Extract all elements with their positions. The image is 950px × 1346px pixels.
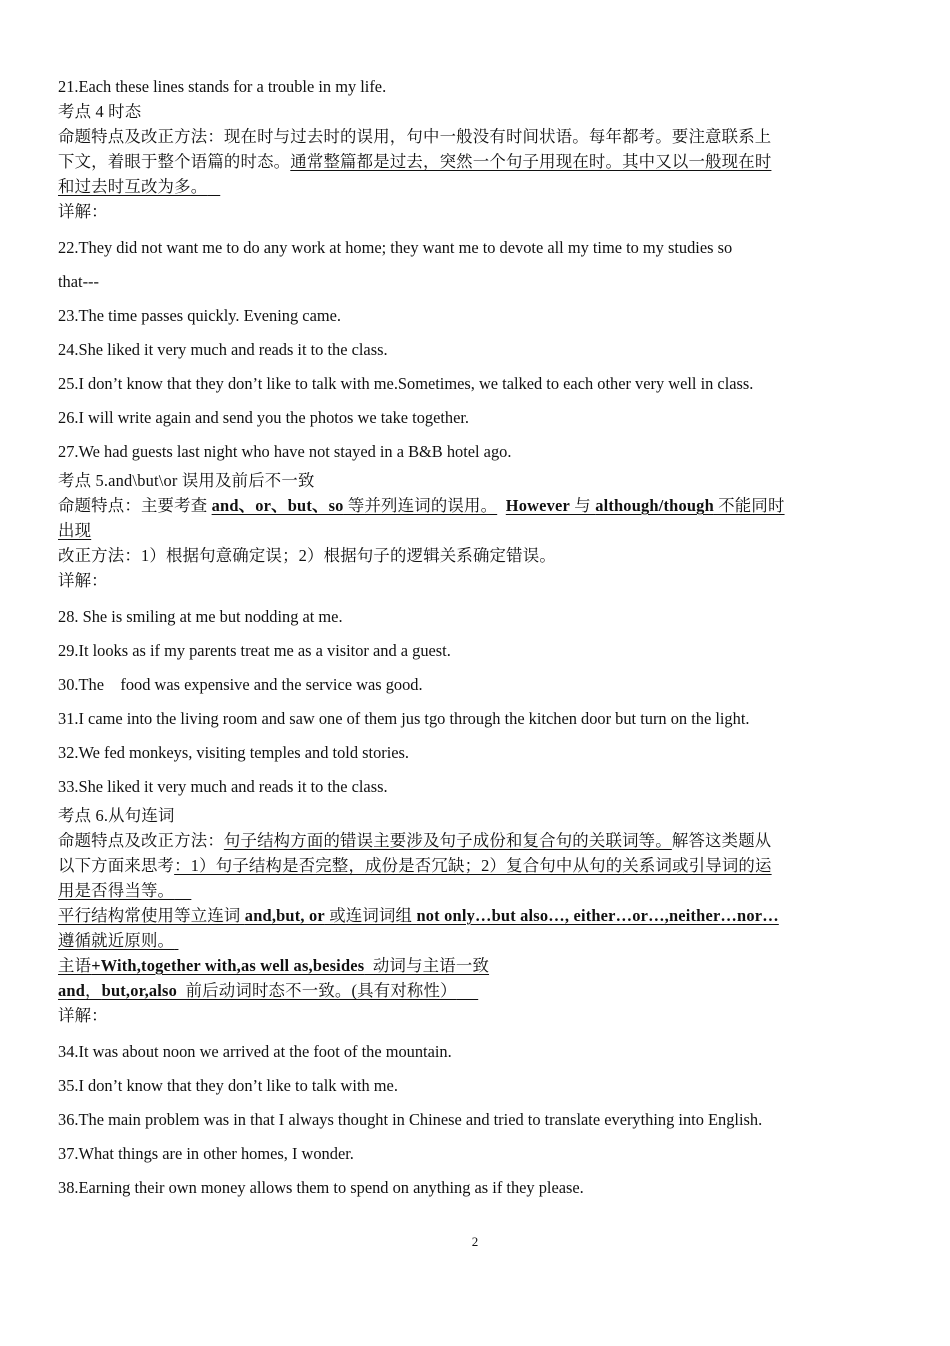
desc-underlined: 主语+With,together with,as well as,besides 动词与主语一致: [58, 956, 490, 975]
keyword-and: and: [58, 981, 86, 1000]
keyword-with: +With,together with,as well as,besides: [91, 956, 365, 975]
desc-text: 命题特点：主要考查: [58, 496, 212, 515]
section-4-detail-label: 详解：: [58, 202, 108, 221]
desc-underlined: ：1）句子结构是否完整，成份是否冗缺；2）复合句中从句的关系词或引导词的运: [174, 856, 772, 875]
section-4-desc-line-1: 命题特点及改正方法：现在时与过去时的误用，句中一般没有时间状语。每年都考。要注意联系上: [58, 127, 772, 146]
sentence-38: 38.Earning their own money allows them to spend on anything as if they please.: [58, 1178, 584, 1197]
desc-underlined: However 与 although/though 不能同时: [505, 496, 785, 515]
desc-underlined: and，but,or,also 前后动词时态不一致。(具有对称性）: [58, 981, 457, 1000]
section-6-desc-line-2: [58, 853, 894, 878]
conjunction-phrase-list: not only…but also…, either…or…,neither…nor…: [416, 906, 779, 925]
conjunction-list: and、or、but、so: [211, 496, 344, 515]
subject-agreement-line: [58, 953, 894, 978]
section-6-title: 考点 6.从句连词: [58, 806, 175, 825]
parallel-structure-line-2: [58, 928, 894, 953]
sentence-24: 24.She liked it very much and reads it to the class.: [58, 340, 388, 359]
desc-underlined: 出现: [58, 521, 92, 540]
keyword-although: although/though: [595, 496, 714, 515]
section-5-method: 改正方法：1）根据句意确定误；2）根据句子的逻辑关系确定错误。: [58, 546, 556, 565]
desc-text: 命题特点及改正方法：: [58, 831, 224, 850]
sentence-28: 28. She is smiling at me but nodding at me.: [58, 607, 343, 626]
section-6-desc-line-3: [58, 878, 894, 903]
desc-underlined: 通常整篇都是过去，突然一个句子用现在时。其中又以一般现在时: [290, 152, 772, 171]
keyword-but-or-also: but,or,also: [101, 981, 177, 1000]
sentence-33: 33.She liked it very much and reads it to the class.: [58, 777, 388, 796]
section-5-desc-line-1: [58, 493, 894, 518]
section-4-desc-line-2: [58, 149, 894, 174]
desc-text: 等并列连词的误用。: [343, 496, 498, 515]
document-page: [58, 74, 894, 1208]
conjunction-list: and,but, or: [244, 906, 325, 925]
sentence-23: 23.The time passes quickly. Evening came.: [58, 306, 341, 325]
tense-consistency-line: [58, 978, 894, 1003]
keyword-however: However: [505, 496, 570, 515]
section-5-desc-line-2: [58, 518, 894, 543]
sentence-32: 32.We fed monkeys, visiting temples and told stories.: [58, 743, 410, 762]
sentence-27: 27.We had guests last night who have not stayed in a B&B hotel ago.: [58, 442, 512, 461]
section-5-title: 考点 5.and\but\or 误用及前后不一致: [58, 471, 315, 490]
sentence-37: 37.What things are in other homes, I wonder.: [58, 1144, 354, 1163]
sentence-34: 34.It was about noon we arrived at the foot of the mountain.: [58, 1042, 452, 1061]
desc-text: 以下方面来思考: [58, 856, 175, 875]
desc-underlined: 用是否得当等。: [58, 881, 175, 900]
desc-underlined: [212, 496, 498, 515]
sentence-25: 25.I don’t know that they don’t like to talk with me.Sometimes, we talked to each other very well in class.: [58, 374, 754, 393]
parallel-structure-line-1: [58, 903, 894, 928]
sentence-31: 31.I came into the living room and saw one of them jus tgo through the kitchen door but turn on the light.: [58, 709, 750, 728]
section-6-detail-label: 详解：: [58, 1006, 108, 1025]
section-4-desc-line-3: [58, 174, 894, 199]
sentence-29: 29.It looks as if my parents treat me as a visitor and a guest.: [58, 641, 451, 660]
page-number: 2: [471, 1234, 479, 1249]
section-4-title: 考点 4 时态: [58, 102, 142, 121]
sentence-30: 30.The food was expensive and the service was good.: [58, 675, 423, 694]
sentence-22-line-1: 22.They did not want me to do any work at home; they want me to devote all my time to my studies so: [58, 238, 733, 257]
sentence-26: 26.I will write again and send you the photos we take together.: [58, 408, 470, 427]
desc-underlined: 和过去时互改为多。: [58, 177, 208, 196]
desc-underlined: 句子结构方面的错误主要涉及句子成份和复合句的关联词等。: [223, 831, 672, 850]
desc-text: 下文，着眼于整个语篇的时态。: [58, 152, 291, 171]
sentence-36: 36.The main problem was in that I always thought in Chinese and tried to translate everything into English.: [58, 1110, 763, 1129]
section-6-desc-line-1: [58, 828, 894, 853]
sentence-21: 21.Each these lines stands for a trouble in my life.: [58, 77, 387, 96]
desc-underlined: 遵循就近原则。: [58, 931, 175, 950]
sentence-22-line-2: that---: [58, 272, 99, 291]
section-5-detail-label: 详解：: [58, 571, 108, 590]
desc-text: 解答这类题从: [671, 831, 772, 850]
desc-underlined: 平行结构常使用等立连词 and,but, or 或连词词组 not only…but also…, either…or…,neither…nor…: [58, 906, 779, 925]
sentence-35: 35.I don’t know that they don’t like to talk with me.: [58, 1076, 398, 1095]
